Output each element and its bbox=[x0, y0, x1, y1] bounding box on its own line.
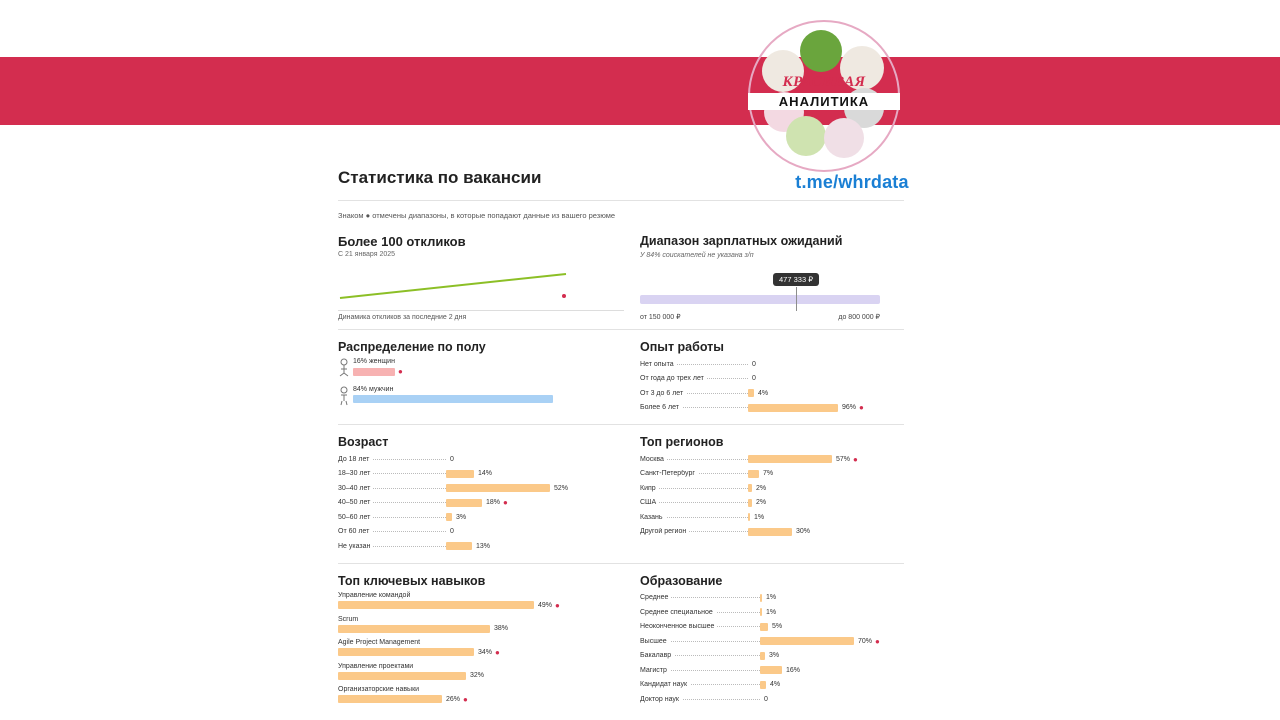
row-value: 0 bbox=[752, 360, 756, 368]
row-label: Более 6 лет bbox=[640, 404, 682, 411]
table-row bbox=[640, 511, 904, 523]
table-row bbox=[640, 650, 904, 662]
logo-line2: АНАЛИТИКА bbox=[748, 93, 900, 110]
report-sheet bbox=[338, 168, 904, 710]
divider bbox=[338, 563, 904, 564]
responses-date: С 21 января 2025 bbox=[338, 251, 396, 258]
bar bbox=[748, 484, 752, 492]
row-label: Среднее специальное bbox=[640, 609, 716, 616]
table-row bbox=[640, 679, 904, 691]
page-title: Статистика по вакансии bbox=[338, 168, 542, 187]
bar bbox=[760, 666, 782, 674]
table-row bbox=[640, 592, 904, 604]
table-row bbox=[338, 482, 624, 494]
skill-label: Организаторские навыки bbox=[338, 685, 420, 693]
row-value: 34% bbox=[478, 648, 493, 656]
row-label: Неоконченное высшее bbox=[640, 623, 717, 630]
table-row bbox=[640, 621, 904, 633]
table-row bbox=[338, 526, 624, 538]
table-row bbox=[338, 468, 624, 480]
age-title: Возраст bbox=[338, 435, 389, 449]
table-row bbox=[640, 453, 904, 465]
table-row bbox=[640, 606, 904, 618]
table-row bbox=[338, 453, 624, 465]
experience-title: Опыт работы bbox=[640, 340, 724, 354]
table-row bbox=[640, 387, 904, 399]
bar bbox=[760, 594, 762, 602]
bar bbox=[760, 681, 766, 689]
bar bbox=[748, 455, 832, 463]
salary-median-label: 477 333 ₽ bbox=[773, 273, 819, 286]
table-row bbox=[338, 511, 624, 523]
row-label: Доктор наук bbox=[640, 696, 682, 703]
row-value: 0 bbox=[450, 528, 454, 535]
logo-line1: КРАСИВАЯ bbox=[782, 74, 866, 90]
table-row bbox=[338, 540, 624, 552]
row-label: 18–30 лет bbox=[338, 470, 373, 477]
row-value: 38% bbox=[494, 625, 509, 632]
row-value: 2% bbox=[756, 499, 767, 506]
row-gender-experience bbox=[338, 340, 904, 416]
skill-bar-row bbox=[338, 601, 624, 610]
row-value: 32% bbox=[470, 672, 485, 679]
row-label: До 18 лет bbox=[338, 456, 372, 463]
header-band bbox=[0, 57, 1280, 125]
gender-title: Распределение по полу bbox=[338, 340, 486, 354]
gender-men-bar bbox=[353, 395, 624, 403]
salary-median-tick bbox=[796, 287, 797, 311]
row-value: 18% bbox=[486, 499, 501, 506]
skill-label: Управление проектами bbox=[338, 662, 414, 670]
salary-max-label: до 800 000 ₽ bbox=[838, 314, 880, 321]
salary-range-bar bbox=[640, 273, 904, 311]
row-label: 30–40 лет bbox=[338, 485, 373, 492]
row-value: 0 bbox=[764, 695, 768, 703]
resume-marker: ● bbox=[503, 498, 508, 507]
table-row bbox=[640, 482, 904, 494]
sparkline-endpoint bbox=[562, 294, 566, 298]
bar bbox=[748, 499, 752, 507]
skill-bar-row bbox=[338, 695, 624, 704]
row-label: Бакалавр bbox=[640, 652, 674, 659]
divider bbox=[338, 424, 904, 425]
row-label: 50–60 лет bbox=[338, 514, 373, 521]
logo-text bbox=[748, 74, 900, 110]
row-age-regions bbox=[338, 435, 904, 555]
row-label: Не указан bbox=[338, 543, 373, 550]
row-label: Среднее bbox=[640, 594, 671, 601]
row-label: Кипр bbox=[640, 485, 659, 492]
row-value: 52% bbox=[554, 484, 569, 492]
resume-marker: ● bbox=[859, 403, 864, 412]
skills-block bbox=[338, 574, 640, 710]
bar bbox=[760, 623, 768, 631]
skill-bar-row bbox=[338, 625, 624, 633]
table-row bbox=[640, 635, 904, 647]
telegram-link[interactable]: t.me/whrdata bbox=[795, 172, 909, 192]
bar bbox=[446, 499, 482, 507]
row-label: Санкт-Петербург bbox=[640, 470, 698, 477]
bar bbox=[748, 513, 750, 521]
bar bbox=[446, 542, 472, 550]
responses-sparkline bbox=[338, 264, 624, 308]
age-block bbox=[338, 435, 640, 555]
row-value: 26% bbox=[446, 695, 461, 703]
skills-title: Топ ключевых навыков bbox=[338, 573, 486, 588]
responses-title: Более 100 откликов bbox=[338, 234, 466, 249]
row-label: От 60 лет bbox=[338, 528, 372, 535]
resume-marker: ● bbox=[495, 647, 500, 657]
row-value: 1% bbox=[766, 608, 777, 616]
bar bbox=[760, 637, 854, 645]
bar bbox=[446, 513, 452, 521]
skill-bar-row bbox=[338, 648, 624, 657]
list-item bbox=[338, 639, 624, 657]
divider bbox=[338, 329, 904, 330]
resume-marker: ● bbox=[398, 367, 403, 376]
responses-caption: Динамика откликов за последние 2 дня bbox=[338, 310, 624, 321]
bar bbox=[353, 395, 553, 403]
row-value: 1% bbox=[754, 513, 765, 521]
bar bbox=[338, 672, 466, 680]
table-row bbox=[640, 402, 904, 414]
row-value: 49% bbox=[538, 601, 553, 609]
female-icon bbox=[338, 358, 350, 380]
regions-title: Топ регионов bbox=[640, 435, 724, 449]
row-value: 2% bbox=[756, 484, 767, 492]
bar bbox=[760, 608, 762, 616]
bar bbox=[748, 389, 754, 397]
row-label: От 3 до 6 лет bbox=[640, 390, 686, 397]
row-label: Другой регион bbox=[640, 528, 689, 535]
row-value: 7% bbox=[763, 470, 774, 477]
table-row bbox=[640, 373, 904, 385]
row-value: 14% bbox=[478, 470, 493, 477]
experience-block bbox=[640, 340, 904, 416]
row-value: 57% bbox=[836, 455, 851, 463]
row-label: Москва bbox=[640, 456, 667, 463]
row-value: 0 bbox=[752, 375, 756, 382]
gender-row-men bbox=[338, 386, 624, 408]
row-skills-education bbox=[338, 574, 904, 710]
legend-note: Знаком ● отмечены диапазоны, в которые попадают данные из вашего резюме bbox=[338, 211, 616, 220]
row-label: Высшее bbox=[640, 638, 670, 645]
skill-label: Agile Project Management bbox=[338, 638, 421, 646]
table-row bbox=[338, 497, 624, 509]
resume-marker: ● bbox=[555, 600, 560, 610]
bar bbox=[353, 368, 395, 376]
row-value: 4% bbox=[770, 681, 781, 688]
salary-title: Диапазон зарплатных ожиданий bbox=[640, 234, 843, 248]
row-value: 70% bbox=[858, 637, 873, 645]
salary-min-label: от 150 000 ₽ bbox=[640, 314, 681, 321]
resume-marker: ● bbox=[463, 694, 468, 704]
bar bbox=[338, 625, 490, 633]
row-value: 96% bbox=[842, 404, 857, 411]
row-value: 0 bbox=[450, 455, 454, 463]
gender-men-label: 84% мужчин bbox=[353, 386, 394, 393]
bar bbox=[446, 484, 550, 492]
gender-row-women bbox=[338, 358, 624, 380]
salary-subtitle: У 84% соискателей не указана з/п bbox=[640, 252, 754, 259]
divider bbox=[338, 200, 904, 201]
table-row bbox=[640, 693, 904, 705]
row-value: 5% bbox=[772, 623, 783, 630]
resume-marker: ● bbox=[875, 636, 880, 646]
table-row bbox=[640, 664, 904, 676]
bar bbox=[748, 470, 759, 478]
skill-bar-row bbox=[338, 672, 624, 680]
gender-block bbox=[338, 340, 640, 416]
education-block bbox=[640, 574, 904, 710]
bar bbox=[338, 601, 534, 609]
table-row bbox=[640, 468, 904, 480]
brand-logo bbox=[748, 20, 900, 172]
regions-block bbox=[640, 435, 904, 555]
row-value: 13% bbox=[476, 542, 491, 550]
bar bbox=[748, 528, 792, 536]
row-value: 30% bbox=[796, 528, 811, 535]
skill-label: Управление командой bbox=[338, 591, 411, 599]
row-label: Магистр bbox=[640, 667, 670, 674]
table-row bbox=[640, 526, 904, 538]
gender-women-label: 16% женщин bbox=[353, 358, 395, 365]
responses-block bbox=[338, 234, 640, 321]
row-responses-salary bbox=[338, 234, 904, 321]
salary-range-labels bbox=[640, 313, 880, 321]
row-value: 1% bbox=[766, 594, 777, 601]
row-label: От года до трех лет bbox=[640, 375, 707, 382]
bar bbox=[760, 652, 765, 660]
row-value: 4% bbox=[758, 389, 769, 397]
list-item bbox=[338, 686, 624, 704]
row-value: 16% bbox=[786, 666, 801, 674]
table-row bbox=[640, 358, 904, 370]
row-label: Кандидат наук bbox=[640, 681, 690, 688]
gender-women-bar bbox=[353, 367, 624, 376]
row-label: 40–50 лет bbox=[338, 499, 373, 506]
salary-block bbox=[640, 234, 904, 321]
male-icon bbox=[338, 386, 350, 408]
row-label: США bbox=[640, 499, 659, 506]
bar bbox=[338, 648, 474, 656]
resume-marker: ● bbox=[853, 454, 858, 464]
table-row bbox=[640, 497, 904, 509]
row-value: 3% bbox=[769, 652, 780, 659]
row-label: Нет опыта bbox=[640, 361, 677, 368]
list-item bbox=[338, 592, 624, 610]
education-title: Образование bbox=[640, 573, 723, 588]
salary-bar-track bbox=[640, 295, 880, 304]
skill-label: Scrum bbox=[338, 615, 359, 623]
list-item bbox=[338, 663, 624, 680]
row-value: 3% bbox=[456, 513, 467, 521]
row-label: Казань bbox=[640, 514, 666, 521]
bar bbox=[446, 470, 474, 478]
bar bbox=[338, 695, 442, 703]
bar bbox=[748, 404, 838, 412]
list-item bbox=[338, 616, 624, 633]
